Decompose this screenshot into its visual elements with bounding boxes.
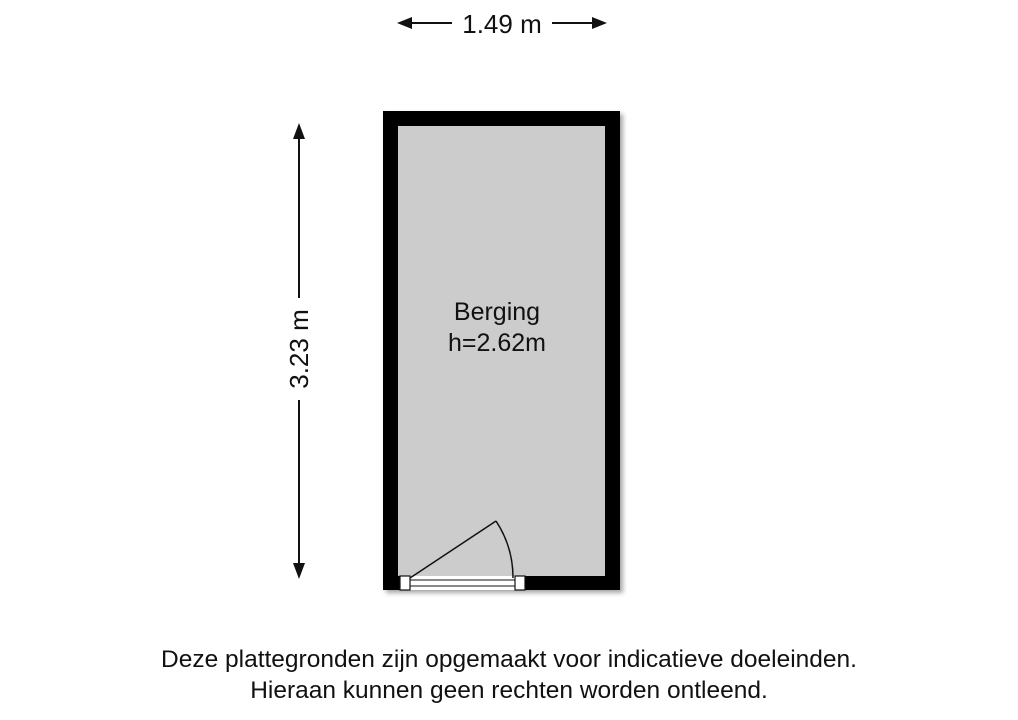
disclaimer-line-1: Deze plattegronden zijn opgemaakt voor indicatieve doeleinden. xyxy=(161,646,857,673)
door-opening xyxy=(400,576,525,590)
door-frame-right xyxy=(515,576,525,590)
height-dimension-arrow-bottom xyxy=(293,563,305,579)
room-height: h=2.62m xyxy=(448,329,546,357)
width-dimension-arrow-right xyxy=(592,17,607,29)
width-dimension xyxy=(397,9,607,39)
height-dimension-arrow-top xyxy=(293,123,305,139)
width-dimension-label: 1.49 m xyxy=(462,9,542,39)
room-name: Berging xyxy=(453,298,541,326)
width-dimension-arrow-left xyxy=(397,17,412,29)
disclaimer-line-2: Hieraan kunnen geen rechten worden ontleend. xyxy=(250,677,768,704)
height-dimension xyxy=(284,123,314,579)
height-dimension-label: 3.23 m xyxy=(284,309,314,389)
door-frame-left xyxy=(400,576,410,590)
